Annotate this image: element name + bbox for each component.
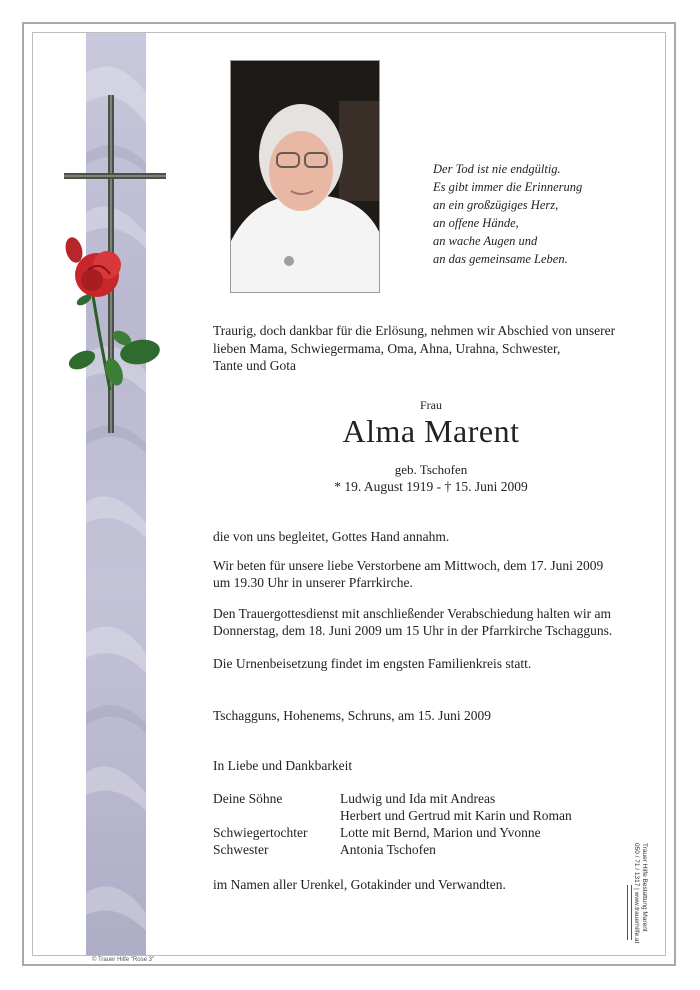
paragraph-service: [213, 605, 612, 639]
copyright-note: © Trauer Hilfe "Rose 3": [92, 957, 155, 963]
paragraph-line: Den Trauergottesdienst mit anschließender Verabschiedung halten wir am: [213, 606, 612, 621]
poem-line: an offene Hände,: [433, 216, 519, 230]
paragraph-line: In Liebe und Dankbarkeit: [213, 758, 353, 773]
cross-and-rose: [52, 90, 172, 440]
family-role: Schwiegertochter: [213, 825, 308, 840]
family-names: Lotte mit Bernd, Marion und Yvonne: [340, 825, 541, 840]
place-date: [213, 707, 491, 724]
paragraph-urn: [213, 655, 531, 672]
credit-line: 050 / 71 / 1317 | www.trauerhilfe.at: [633, 843, 640, 944]
poem-line: an wache Augen und: [433, 234, 538, 248]
intro-text: [213, 322, 663, 375]
paragraph-line: Donnerstag, dem 18. Juni 2009 um 15 Uhr in der Pfarrkirche Tschagguns.: [213, 623, 613, 638]
paragraph-line: Die Urnenbeisetzung findet im engsten Familienkreis statt.: [213, 656, 532, 671]
family-role: Schwester: [213, 842, 269, 857]
family-names: Antonia Tschofen: [340, 842, 436, 857]
paragraph-accepted: [213, 528, 449, 545]
name-prefix: Frau: [420, 398, 442, 412]
paragraph-line: Tschagguns, Hohenems, Schruns, am 15. Juni 2009: [213, 708, 492, 723]
deceased-name: Alma Marent: [342, 413, 520, 449]
poem-line: an das gemeinsame Leben.: [433, 252, 568, 266]
family-names: Herbert und Gertrud mit Karin und Roman: [340, 808, 572, 823]
poem: [433, 160, 582, 268]
paragraph-line: die von uns begleitet, Gottes Hand annahm.: [213, 529, 450, 544]
family-names: Ludwig und Ida mit Andreas: [340, 791, 496, 806]
side-credit: [614, 843, 648, 943]
paragraph-line: im Namen aller Urenkel, Gotakinder und Verwandten.: [213, 877, 506, 892]
closing: [213, 876, 506, 893]
greeting: [213, 757, 352, 774]
credit-line: Trauer Hilfe Bestattung Marent: [641, 843, 648, 932]
intro-line: lieben Mama, Schwiegermama, Oma, Ahna, Urahna, Schwester,: [213, 340, 561, 356]
poem-line: an ein großzügiges Herz,: [433, 198, 559, 212]
portrait-photo: [230, 60, 380, 293]
life-dates: * 19. August 1919 - † 15. Juni 2009: [334, 479, 528, 494]
poem-line: Es gibt immer die Erinnerung: [433, 180, 583, 194]
intro-line: Traurig, doch dankbar für die Erlösung, nehmen wir Abschied von unserer: [213, 323, 616, 338]
paragraph-prayer: [213, 557, 603, 591]
family-role: Deine Söhne: [213, 791, 283, 806]
paragraph-line: um 19.30 Uhr in unserer Pfarrkirche.: [213, 575, 413, 590]
birth-name: geb. Tschofen: [394, 462, 468, 477]
poem-line: Der Tod ist nie endgültig.: [433, 162, 561, 176]
intro-line: Tante und Gota: [213, 358, 297, 373]
paragraph-line: Wir beten für unsere liebe Verstorbene am Mittwoch, dem 17. Juni 2009: [213, 558, 604, 573]
